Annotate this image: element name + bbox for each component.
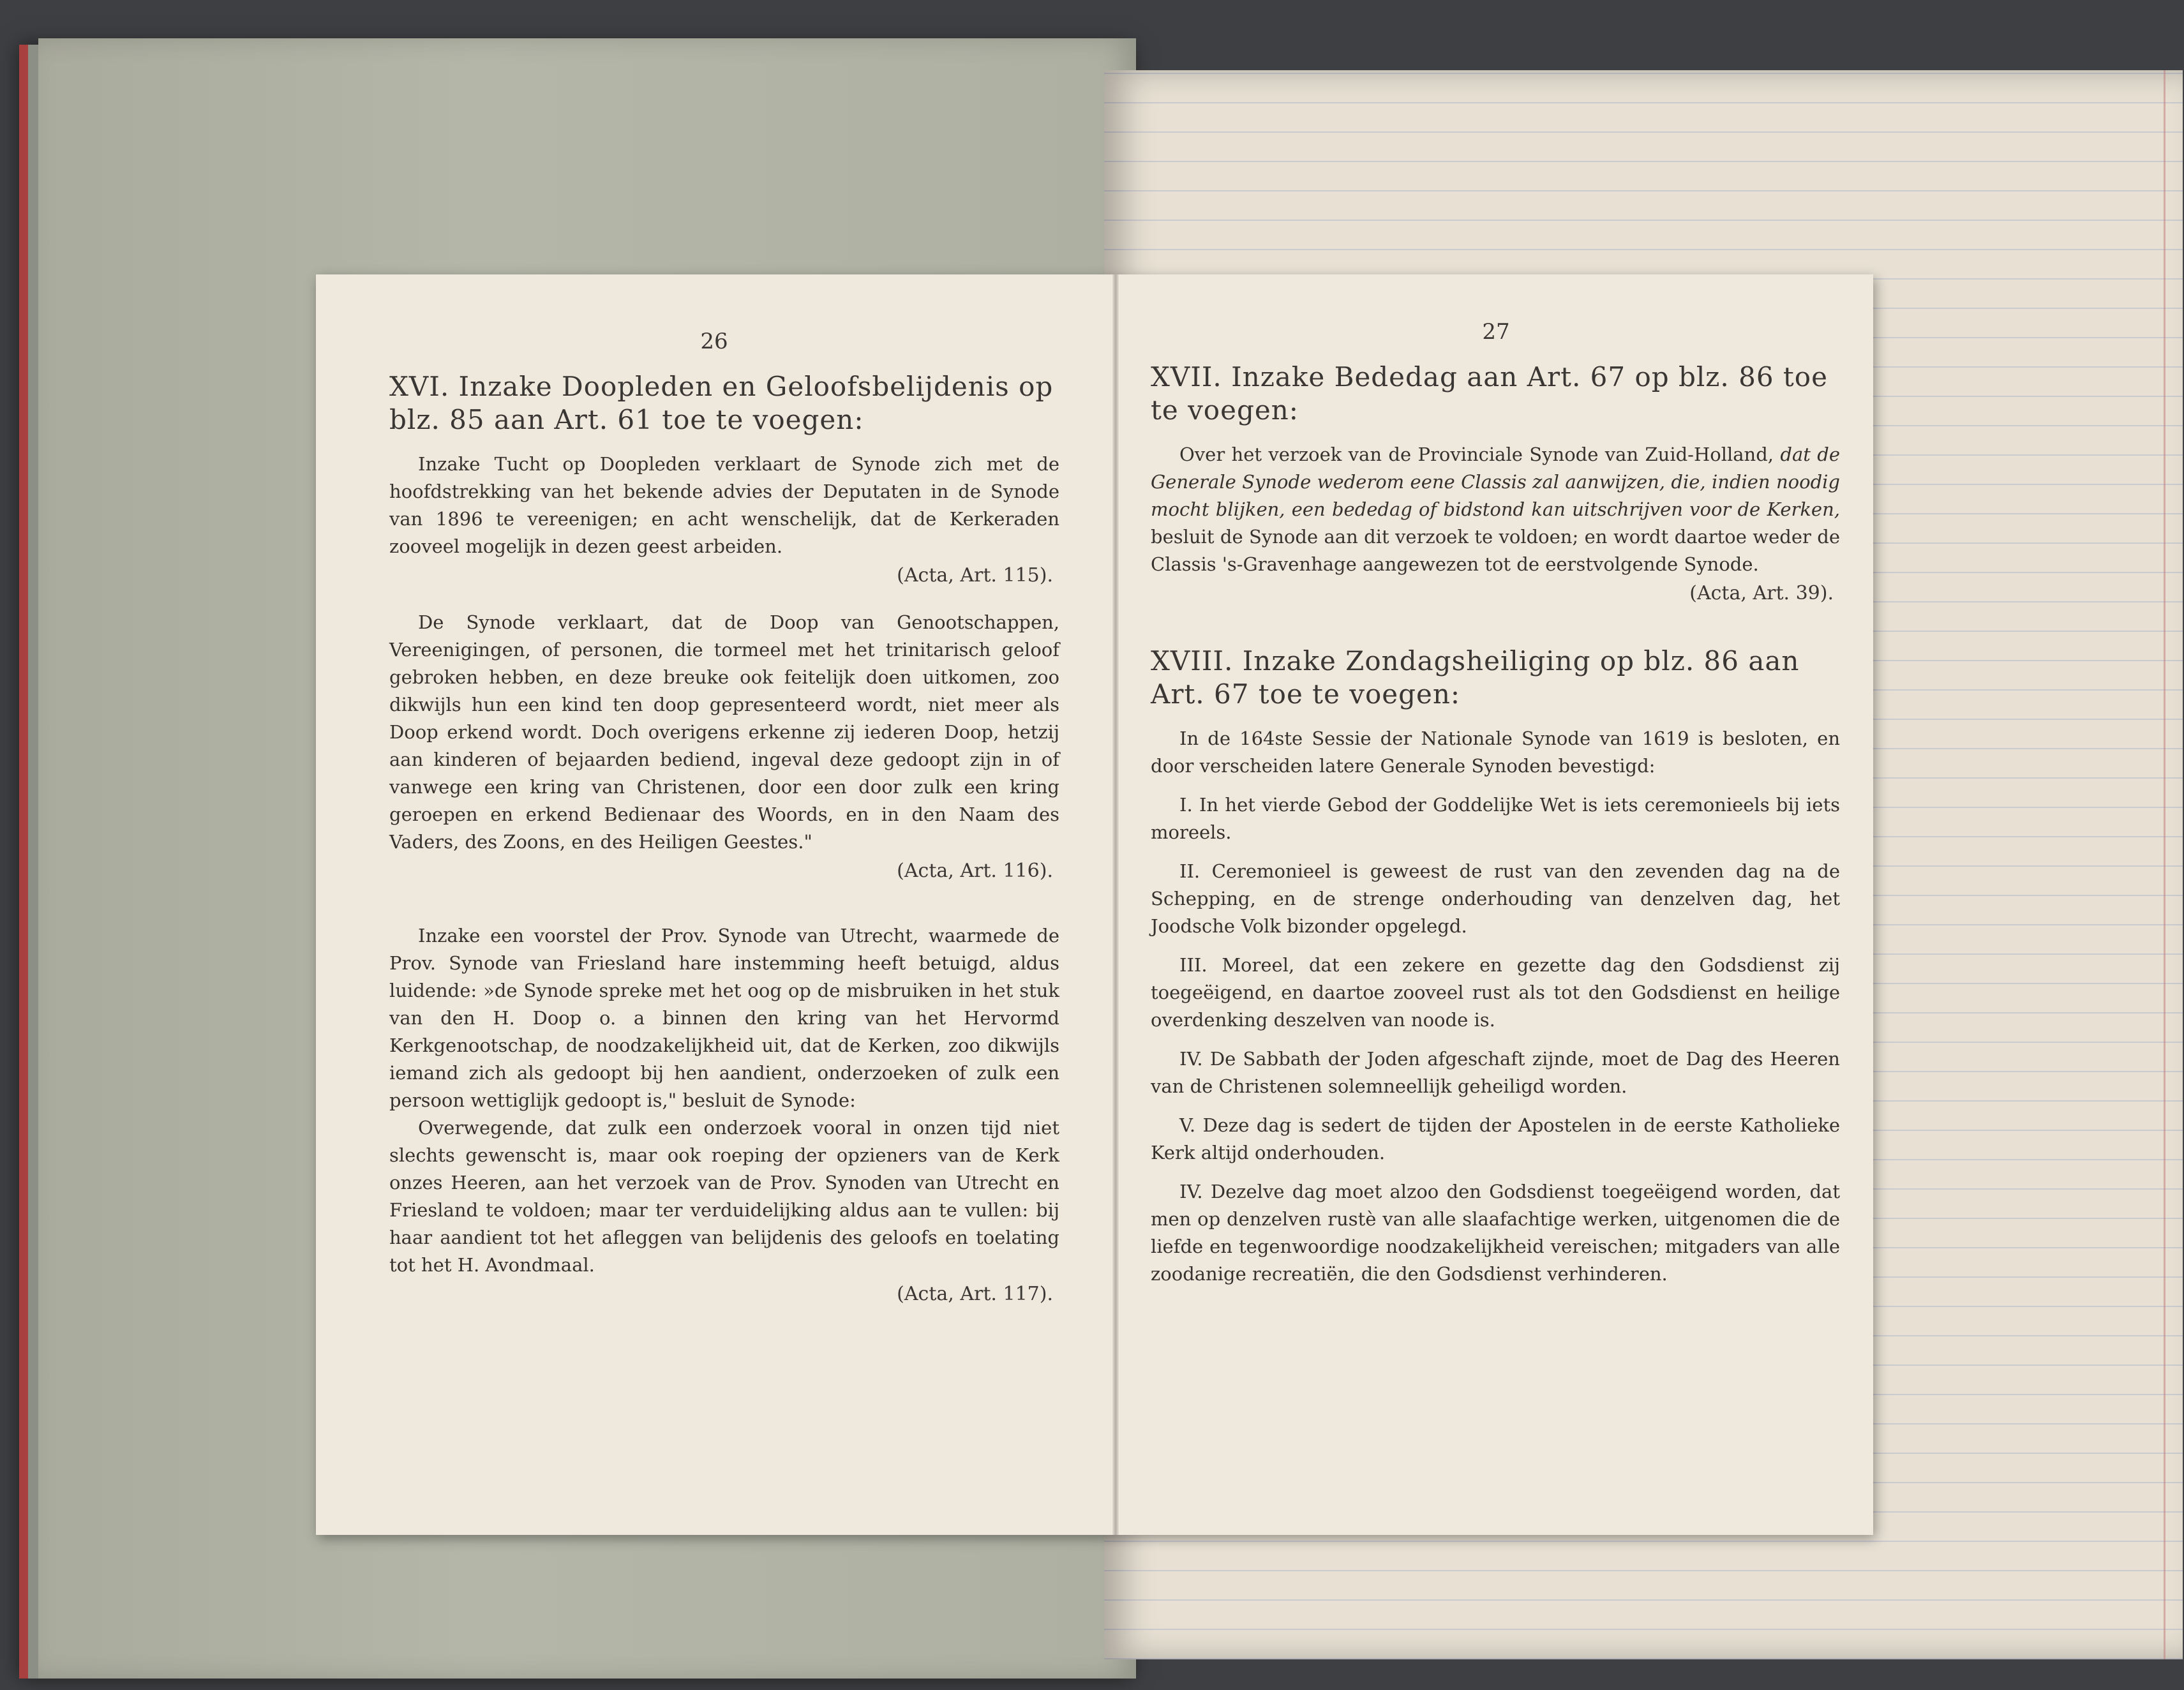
paragraph: Inzake Tucht op Doopleden verklaart de Synode zich met de hoofdstrekking van het bekende advies der Deputaten in de Synode van 1896 te vereenigen; en acht wenschelijk, dat de Kerkeraden zooveel mogelijk in dezen geest arbeiden. — [389, 453, 1059, 557]
section-heading: XVIII. Inzake Zondagsheiliging op blz. 86 aan Art. 67 toe te voegen: — [1151, 645, 1800, 710]
section-heading: XVII. Inzake Bededag aan Art. 67 op blz. 86 toe te voegen: — [1151, 361, 1828, 426]
section-heading: XVI. Inzake Doopleden en Geloofsbelijdenis op blz. 85 aan Art. 61 toe te voegen: — [389, 371, 1054, 435]
numbered-item: IV. Dezelve dag moet alzoo den Godsdienst toegeëigend worden, dat men op denzelven rustè van alle slaafachtige werken, uitgenomen die de liefde en tegenwoordige noodzakelijkheid vereischen; mitgaders van alle zoodanige recreatiën, die den Godsdienst verhinderen. — [1151, 1181, 1840, 1285]
numbered-item: II. Ceremonieel is geweest de rust van den zevenden dag na de Schepping, en de strenge onderhouding van denzelven dag, het Joodsche Volk bizonder opgelegd. — [1151, 860, 1840, 937]
numbered-item: IV. De Sabbath der Joden afgeschaft zijnde, moet de Dag des Heeren van de Christenen solemneellijk geheiligd worden. — [1151, 1048, 1840, 1097]
paragraph: Over het verzoek van de Provinciale Synode van Zuid-Holland, dat de Generale Synode wederom eene Classis zal aanwijzen, die, indien noodig mocht blijken, een bededag of bidstond kan uitschrijven voor de Kerken, besluit de Synode aan dit verzoek te voldoen; en wordt daartoe weder de Classis 's-Gravenhage aangewezen tot de eerstvolgende Synode. — [1151, 444, 1840, 575]
page-27 — [1119, 274, 1873, 1535]
margin-line — [2164, 70, 2165, 1659]
pasted-booklet — [316, 274, 1873, 1535]
page-content — [1151, 361, 1840, 1288]
citation: (Acta, Art. 116). — [897, 860, 1053, 882]
page-26 — [316, 274, 1112, 1535]
paragraph: In de 164ste Sessie der Nationale Synode van 1619 is besloten, en door verscheiden latere Generale Synoden bevestigd: — [1151, 728, 1840, 777]
numbered-item: III. Moreel, dat een zekere en gezette dag den Godsdienst zij toegeëigend, en daartoe zooveel rust als tot den Godsdienst en heilige overdenking deszelven van noode is. — [1151, 954, 1840, 1031]
paragraph: De Synode verklaart, dat de Doop van Genootschappen, Vereenigingen, of personen, die tormeel met het trinitarisch geloof gebroken hebben, en deze breuke ook feitelijk doen uitkomen, zoo dikwijls hun een kind ten doop gepresenteerd wordt, niet meer als Doop erkend wordt. Doch overigens erkenne zij iederen Doop, hetzij aan kinderen of bejaarden bediend, ingeval deze gedoopt zijn in of vanwege een kring van Christenen, door een door zulk een kring geroepen en erkend Bedienaar des Woords, en in den Naam des Vaders, des Zoons, en des Heiligen Geestes." — [389, 611, 1059, 853]
citation: (Acta, Art. 115). — [897, 564, 1053, 587]
page-number: 26 — [700, 329, 728, 354]
paragraph: Inzake een voorstel der Prov. Synode van Utrecht, waarmede de Prov. Synode van Friesland hare instemming heeft betuigd, aldus luidende: »de Synode spreke met het oog op de misbruiken in het stuk van den H. Doop o. a binnen den kring van het Hervormd Kerkgenootschap, de noodzakelijkheid uit, dat de Kerken, zoo dikwijls iemand zich als gedoopt bij hen aandient, onderzoeken of zulk een persoon wettiglijk gedoopt is," besluit de Synode: — [389, 925, 1059, 1111]
numbered-item: I. In het vierde Gebod der Goddelijke Wet is iets ceremonieels bij iets moreels. — [1151, 794, 1840, 843]
citation: (Acta, Art. 39). — [1689, 582, 1834, 604]
booklet-spine — [1112, 274, 1119, 1535]
numbered-item: V. Deze dag is sedert de tijden der Apostelen in de eerste Katholieke Kerk altijd onderhouden. — [1151, 1114, 1840, 1163]
page-number: 27 — [1482, 319, 1510, 345]
citation: (Acta, Art. 117). — [897, 1283, 1053, 1305]
page-content — [389, 370, 1059, 1327]
paragraph: Overwegende, dat zulk een onderzoek vooral in onzen tijd niet slechts gewenscht is, maar ook roeping der opzieners van de Kerk onzes Heeren, aan het verzoek van de Prov. Synoden van Utrecht en Friesland te voldoen; maar ter verduidelijking aldus aan te vullen: bij haar aandient tot het afleggen van belijdenis des geloofs en toelating tot het H. Avondmaal. — [389, 1117, 1059, 1276]
